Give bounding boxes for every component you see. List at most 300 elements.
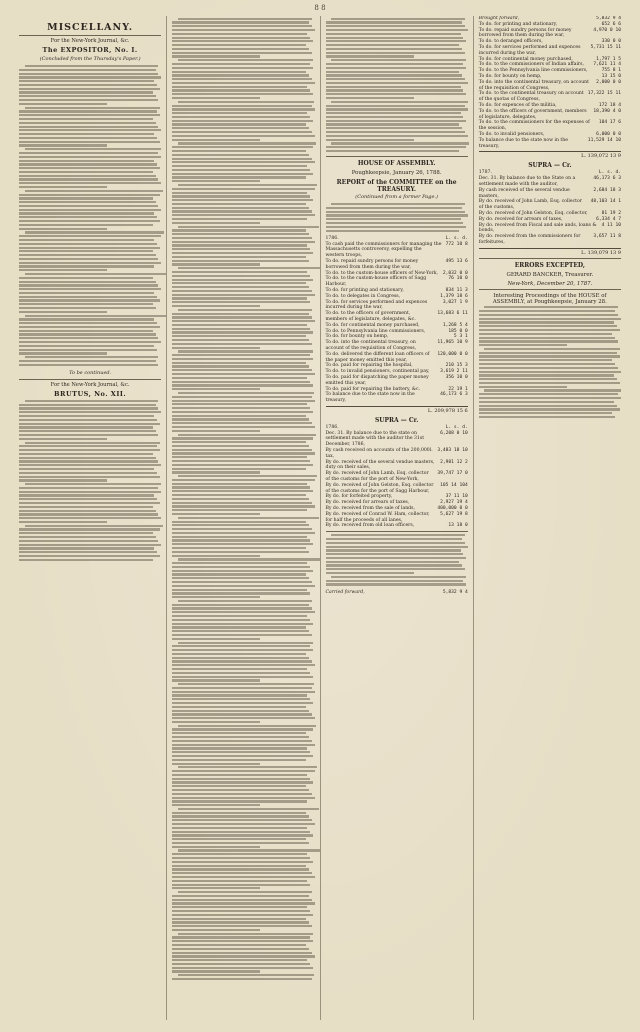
text-line	[172, 418, 309, 420]
text-line	[172, 566, 310, 568]
text-line	[172, 252, 313, 254]
text-line	[172, 146, 313, 148]
text-line	[172, 770, 314, 772]
text-line	[172, 910, 310, 912]
ledger-row	[326, 523, 468, 529]
text-line	[172, 702, 313, 704]
ledger-row	[326, 471, 468, 483]
ledger-amount: 2,684 18 3	[593, 187, 621, 193]
ledger-description: To cash paid the commissioners for managing the Massachusetts controversy, expelling the western troops,	[325, 241, 442, 259]
errors-excepted: ERRORS EXCEPTED,	[514, 261, 586, 269]
text-line	[479, 378, 617, 380]
ledger-rows-1786	[326, 242, 468, 404]
text-line	[19, 468, 154, 470]
ledger-row	[326, 352, 468, 364]
text-line	[172, 93, 313, 95]
text-line	[19, 84, 157, 86]
text-line	[19, 521, 107, 523]
text-line	[172, 751, 310, 753]
text-line	[172, 691, 314, 693]
text-line	[172, 668, 307, 670]
text-line	[178, 808, 319, 810]
text-line	[172, 925, 311, 927]
ledger-description: To do. to the officers of government, members of legislature, delegates, &c.	[325, 311, 416, 322]
text-line	[172, 468, 306, 470]
text-line	[484, 306, 618, 308]
ledger-amount: 13 18 0	[448, 523, 468, 529]
ledger-amount: 7,621 11 4	[593, 62, 621, 68]
text-line	[172, 948, 309, 950]
ledger-amount: 6,208 0 10	[440, 430, 468, 436]
text-line	[172, 970, 260, 972]
text-line	[19, 197, 153, 199]
ledger-amount: 18,390 4 0	[593, 108, 621, 114]
ledger-description: To do. into the continental treasury, on account of the requisition of Congress,	[478, 79, 589, 91]
text-line	[172, 744, 314, 746]
text-line	[172, 263, 260, 265]
text-line	[172, 978, 311, 980]
text-line	[172, 653, 306, 655]
text-line	[19, 426, 153, 428]
ledger-row	[479, 91, 621, 103]
text-line	[326, 135, 468, 137]
columns	[14, 16, 626, 1020]
report-title: REPORT of the COMMITTEE on the TREASURY.	[336, 179, 457, 194]
text-line	[172, 426, 314, 428]
text-line	[172, 884, 310, 886]
ledger-amount: 6,334 4 7	[596, 216, 621, 222]
text-line	[19, 411, 161, 413]
text-line	[172, 573, 306, 575]
ledger-row	[326, 375, 468, 387]
text-line	[19, 449, 160, 451]
text-line	[326, 74, 463, 76]
text-line	[19, 182, 161, 184]
text-line	[172, 728, 313, 730]
ledger-row	[326, 311, 468, 323]
text-line	[326, 583, 467, 585]
text-line	[172, 362, 306, 364]
text-line	[172, 838, 306, 840]
text-line	[326, 71, 460, 73]
text-line	[172, 505, 314, 507]
text-line	[172, 271, 307, 273]
text-line	[172, 279, 313, 281]
text-line	[172, 377, 307, 379]
text-line	[172, 868, 309, 870]
text-line	[19, 88, 160, 90]
text-line	[172, 403, 307, 405]
text-line	[25, 483, 162, 485]
house-dateline: Poughkeepsie, January 26, 1788.	[351, 170, 442, 177]
ledger-row	[479, 80, 621, 92]
text-line	[172, 872, 311, 874]
text-line	[172, 400, 314, 402]
col4-supra-heading: SUPRA — Cr.	[528, 162, 572, 170]
ledger-amount: 17,322 15 11	[587, 91, 621, 97]
text-line	[178, 309, 312, 311]
text-line	[326, 549, 461, 551]
text-line	[326, 116, 464, 118]
text-line	[19, 430, 156, 432]
text-line	[172, 763, 260, 765]
text-line	[178, 766, 317, 768]
ledger-amount: 3,483 18 10	[437, 448, 468, 454]
text-line	[479, 355, 620, 357]
text-line	[178, 59, 313, 61]
text-line	[326, 139, 414, 141]
text-line	[479, 405, 617, 407]
text-line	[172, 384, 313, 386]
text-line	[172, 562, 307, 564]
text-line	[19, 110, 157, 112]
text-line	[172, 139, 260, 141]
text-line	[172, 48, 309, 50]
text-line	[19, 224, 153, 226]
ledger-row	[479, 28, 621, 40]
text-line	[25, 442, 160, 444]
text-line	[19, 498, 157, 500]
text-line	[19, 404, 156, 406]
essay2-source: For the New-York Journal, &c.	[50, 381, 130, 388]
text-line	[479, 412, 613, 414]
column-2	[167, 16, 320, 1020]
text-line	[172, 105, 311, 107]
text-line	[326, 538, 463, 540]
text-line	[172, 502, 311, 504]
text-line	[19, 479, 107, 481]
text-line	[172, 396, 311, 398]
text-line	[172, 887, 260, 889]
ledger-row	[326, 512, 468, 524]
text-line	[172, 649, 313, 651]
text-line	[19, 341, 161, 343]
text-line	[19, 517, 161, 519]
text-line	[172, 460, 310, 462]
column-3	[321, 16, 474, 1020]
text-line	[172, 165, 307, 167]
ledger-amount: 120,000 0 0	[437, 351, 468, 357]
ledger-description: To do. repaid sundry persons for money borrowed from them during the war,	[478, 27, 572, 39]
text-line	[172, 222, 260, 224]
text-line	[19, 540, 158, 542]
text-line	[326, 89, 464, 91]
text-line	[172, 260, 309, 262]
text-line	[479, 329, 620, 331]
text-line	[172, 324, 307, 326]
text-line	[19, 333, 156, 335]
text-line	[172, 195, 310, 197]
text-line	[172, 815, 309, 817]
text-line	[479, 352, 617, 354]
text-line	[19, 99, 158, 101]
text-line	[19, 494, 154, 496]
text-line	[178, 933, 313, 935]
text-line	[172, 456, 307, 458]
ledger-amount: 22 19 1	[448, 386, 468, 392]
text-line	[172, 694, 307, 696]
text-line	[172, 823, 314, 825]
ledger-amount: 495 13 6	[445, 258, 468, 264]
ledger-description: By do. received from Fiscal and sale ands, loans & bonds,	[478, 222, 597, 234]
text-line	[19, 528, 160, 530]
text-line	[19, 216, 157, 218]
ledger-description: To do. for continental money purchased,	[478, 56, 573, 62]
ledger-amount: 81 19 2	[601, 210, 621, 216]
page-number: 8 8	[314, 4, 326, 12]
ledger-amount: 2,927 19 4	[440, 500, 468, 506]
text-line	[326, 120, 467, 122]
text-line	[172, 381, 310, 383]
text-line	[19, 407, 158, 409]
text-line	[172, 797, 314, 799]
text-line	[326, 230, 460, 232]
text-line	[326, 568, 465, 570]
text-line	[172, 921, 309, 923]
ledger-amount: 11,965 10 9	[437, 340, 468, 346]
text-line	[479, 416, 616, 418]
text-line	[178, 891, 312, 893]
text-line	[19, 472, 157, 474]
text-line	[172, 354, 310, 356]
ledger-description: To balance due to the state now in the treasury,	[325, 392, 415, 404]
text-line	[178, 558, 320, 560]
text-line	[172, 483, 307, 485]
text-line	[172, 509, 307, 511]
text-line	[178, 642, 313, 644]
text-line	[25, 148, 162, 150]
text-line	[172, 781, 313, 783]
text-line	[19, 258, 158, 260]
text-line	[19, 137, 157, 139]
ledger-amount: 772 10 8	[445, 241, 468, 247]
text-line	[172, 717, 314, 719]
column-1	[14, 16, 167, 1020]
text-line	[172, 415, 306, 417]
ledger-row	[479, 109, 621, 121]
essay1-ending: To be continued.	[69, 369, 112, 376]
text-line	[172, 698, 310, 700]
text-line	[172, 940, 313, 942]
ledger-amount: 834 11 3	[445, 287, 468, 293]
text-line	[172, 577, 309, 579]
text-line	[25, 107, 160, 109]
text-line	[19, 69, 156, 71]
text-line	[172, 430, 260, 432]
text-line	[172, 747, 307, 749]
ledger-row	[479, 120, 621, 132]
text-line	[479, 325, 617, 327]
text-line	[172, 135, 314, 137]
ledger-amount: 356 10 0	[445, 374, 468, 380]
proceedings-title: Interesting Proceedings of the HOUSE of ASSEMBLY, at Poughkeepsie, January 28.	[492, 292, 607, 305]
text-line	[172, 411, 313, 413]
ledger-description: To balance due to the state now in the treasury,	[478, 137, 568, 149]
text-line	[19, 228, 107, 230]
ledger-rows-col4	[479, 22, 621, 150]
text-line	[19, 423, 160, 425]
text-line	[172, 241, 314, 243]
text-line	[172, 52, 311, 54]
ledger-row	[479, 176, 621, 188]
ledger-description: To do. for continental money purchased,	[325, 322, 420, 328]
text-line	[172, 736, 309, 738]
text-line	[172, 676, 313, 678]
text-line	[172, 543, 313, 545]
text-line	[172, 343, 311, 345]
text-line	[172, 857, 310, 859]
text-line	[172, 286, 309, 288]
text-line	[172, 645, 310, 647]
text-line	[19, 277, 153, 279]
text-line	[172, 528, 311, 530]
text-line	[172, 498, 309, 500]
ledger-row	[326, 276, 468, 288]
ledger-description: By do. received for arrears of taxes,	[478, 216, 563, 222]
text-line	[172, 207, 309, 209]
text-line	[19, 419, 157, 421]
text-line	[19, 457, 156, 459]
text-line	[172, 918, 306, 920]
text-line	[19, 506, 153, 508]
text-line	[172, 180, 260, 182]
ledger-description: By do. received from the sale of lands,	[325, 506, 415, 512]
text-line	[479, 408, 620, 410]
text-line	[19, 133, 154, 135]
text-line	[172, 244, 307, 246]
text-line	[172, 37, 310, 39]
ledger-amount: 5 3 1	[453, 334, 468, 340]
ledger-row	[326, 460, 468, 472]
text-line	[172, 127, 309, 129]
ledger-amount: 1,268 5 4	[442, 322, 468, 328]
text-line	[172, 607, 311, 609]
text-line	[172, 150, 306, 152]
text-line	[172, 305, 260, 307]
signer: GERARD BANCKER, Treasurer.	[506, 271, 594, 278]
text-line	[172, 521, 306, 523]
text-line	[19, 536, 156, 538]
text-line	[326, 546, 468, 548]
text-line	[172, 679, 260, 681]
text-line	[172, 63, 310, 65]
text-line	[19, 205, 158, 207]
ledger-amount: 104 17 6	[598, 120, 621, 126]
ledger-description: To do. for expences of the militia,	[478, 102, 557, 108]
ledger-description: By do. received of Conrad W. Ham, collector, for half the proceeds of all lanes,	[325, 511, 430, 523]
ledger-description: By do. received for arrears of taxes,	[325, 500, 410, 506]
text-line	[19, 510, 156, 512]
text-line	[479, 397, 621, 399]
text-line	[19, 247, 160, 249]
text-line	[326, 40, 467, 42]
text-line	[172, 358, 313, 360]
text-line	[172, 547, 306, 549]
text-line	[19, 513, 158, 515]
report-note: (Continued from a former Page.)	[355, 194, 438, 201]
ledger-amount: 11,529 14 10	[587, 137, 621, 143]
ledger-amount: 76 10 0	[448, 276, 468, 282]
ledger-description: To do. paid for dispatching the paper money emitted this year,	[325, 374, 429, 386]
text-line	[172, 834, 313, 836]
text-line	[172, 664, 314, 666]
text-line	[326, 226, 467, 228]
text-line	[172, 29, 314, 31]
text-line	[25, 525, 163, 527]
ledger-description: To do. to the commissioners of Indian affairs,	[478, 62, 584, 68]
text-line	[172, 192, 307, 194]
brought-forward-row: Brought forward, 5,832 9 4	[478, 16, 621, 21]
ledger-amount: 13 15 0	[601, 73, 621, 79]
text-line	[331, 18, 465, 20]
text-line	[172, 331, 313, 333]
text-line	[326, 52, 465, 54]
text-line	[19, 103, 107, 105]
ledger-row	[326, 483, 468, 495]
text-line	[172, 21, 309, 23]
text-line	[172, 589, 307, 591]
text-line	[25, 273, 166, 275]
text-line	[19, 559, 153, 561]
text-line	[172, 876, 314, 878]
text-line	[19, 296, 157, 298]
text-line	[19, 555, 160, 557]
text-line	[19, 201, 156, 203]
text-line	[326, 44, 460, 46]
text-line	[479, 367, 618, 369]
text-line	[172, 759, 306, 761]
text-line	[178, 849, 320, 851]
ledger-row	[326, 448, 468, 460]
text-line	[479, 321, 614, 323]
text-line	[19, 212, 154, 214]
text-line	[326, 67, 467, 69]
text-line	[19, 141, 160, 143]
text-line	[172, 218, 307, 220]
text-line	[326, 222, 464, 224]
ledger-row	[326, 242, 468, 259]
ledger-description: To do. paid for repairing the hospital,	[325, 363, 413, 369]
ledger-amount: 6,000 0 0	[596, 131, 621, 137]
text-line	[172, 623, 313, 625]
supra-heading: SUPRA — Cr.	[374, 416, 419, 424]
text-line	[172, 880, 307, 882]
column-3-intro-text	[326, 18, 468, 153]
text-line	[172, 755, 313, 757]
text-line	[19, 281, 156, 283]
ledger-description: To do. for bounty on hemp,	[325, 334, 389, 340]
text-line	[172, 173, 313, 175]
text-line	[172, 347, 260, 349]
text-line	[326, 564, 463, 566]
ledger-amount: 39,747 17 0	[437, 471, 468, 477]
text-line	[326, 553, 464, 555]
text-line	[19, 364, 158, 366]
text-line	[172, 479, 314, 481]
text-line	[479, 386, 567, 388]
signer-date: New-York, December 20, 1787.	[507, 280, 593, 287]
ledger-description: By do. for forfeited property,	[325, 494, 393, 500]
text-line	[479, 393, 618, 395]
text-line	[172, 585, 314, 587]
text-line	[172, 963, 310, 965]
text-line	[172, 959, 307, 961]
text-line	[172, 210, 311, 212]
ledger-total-1786: L. 209,978 15 6	[326, 406, 468, 414]
text-line	[326, 105, 465, 107]
text-line	[331, 534, 465, 536]
text-line	[172, 630, 309, 632]
